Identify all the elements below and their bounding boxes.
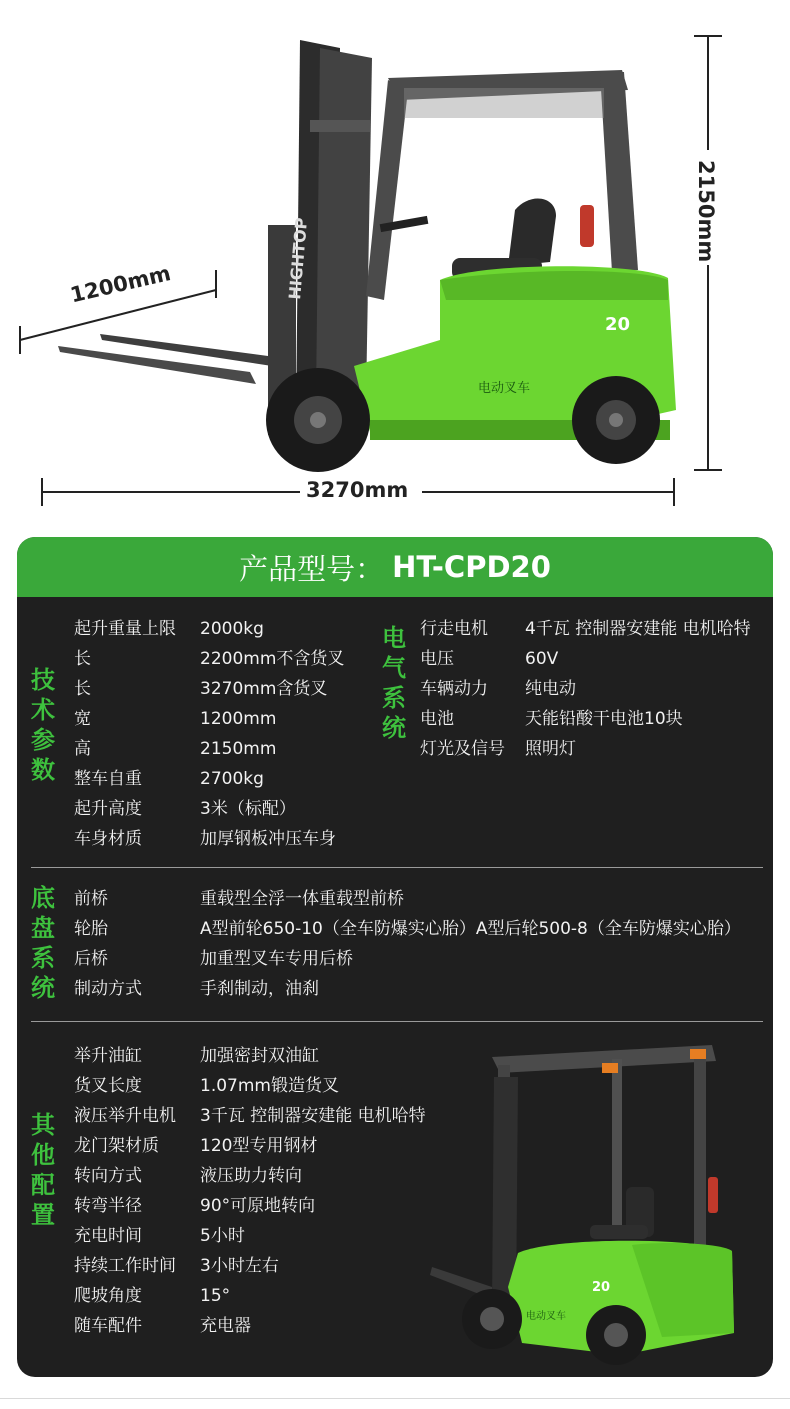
card-header <box>17 537 773 597</box>
thumbnail-body-decal: 电动叉车 <box>526 1311 566 1322</box>
forklift-diagram <box>0 0 790 520</box>
brand-decal: HIGHTOP <box>285 216 312 301</box>
fork-length-label: 1200mm <box>68 261 173 308</box>
body-label-decal: 电动叉车 <box>478 381 531 396</box>
section-title-chassis: 底盘系统 <box>31 884 55 1002</box>
thumbnail-model-decal: 20 <box>592 1280 611 1295</box>
hero-image <box>0 0 790 520</box>
model-name: HT-CPD20 <box>392 550 551 584</box>
length-label: 3270mm <box>306 478 409 502</box>
model-prefix: 产品型号： <box>239 551 385 586</box>
height-label: 2150mm <box>694 160 718 263</box>
section-title-tech: 技术参数 <box>31 666 55 784</box>
forklift-thumbnail <box>422 1037 742 1367</box>
section-divider <box>31 867 763 868</box>
bottom-rule <box>0 1398 790 1399</box>
model-number-decal: 20 <box>605 314 631 335</box>
section-title-other: 其他配置 <box>31 1111 55 1229</box>
section-title-electric: 电气系统 <box>382 624 406 742</box>
spec-card: 产品型号： HT-CPD20 技术参数 电气系统 底盘系统 其他配置 起升重量上限 2000kg 长 2200mm不含货叉 长 3270mm含货叉 宽 1200mm 高 2150mm 整车自重 2700kg 起升高度 3米（标配） 车身材质 加厚钢板冲压车身 行走电机 4千瓦 控制器安建能 电机哈特 电压 60V 车辆动力 纯电动 电池 天能铅酸干电池10块 灯光及信号 照明灯 前桥 重载型全浮一体重载型前桥 轮胎 A型前轮650-10（全车防爆实心胎）A型后轮500-8（全车防爆实心胎） 后桥 加重型叉车专用后桥 制动方式 手刹制动，油刹 举升油缸 加强密封双油缸 货叉长度 1.07mm锻造货叉 液压举升电机 3千瓦 控制器安建能 电机哈特 龙门架材质 120型专用钢材 转向方式 液压助力转向 转弯半径 90°可原地转向 充电时间 5小时 持续工作时间 3小时左右 爬坡角度 15° 随车配件 充电器 20 电动叉车 <box>17 537 773 1377</box>
section-divider <box>31 1021 763 1022</box>
